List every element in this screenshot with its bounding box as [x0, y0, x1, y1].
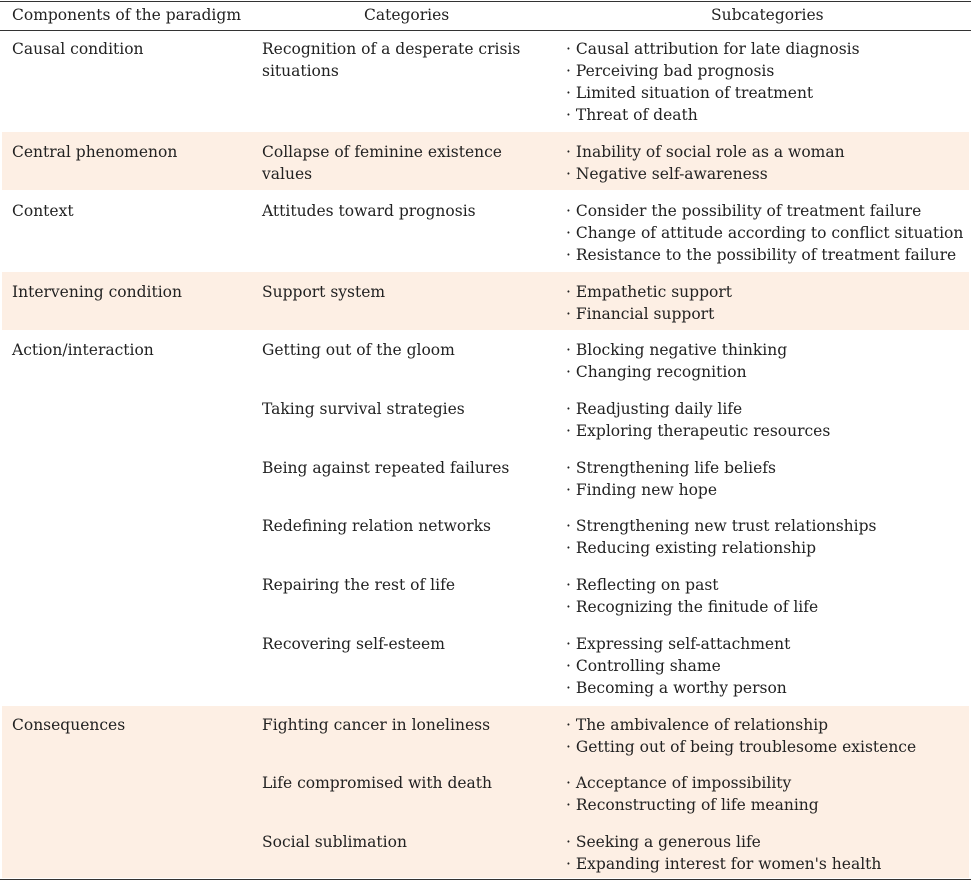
subcategory-list	[566, 339, 787, 383]
subcategory-item: · Recognizing the finitude of life	[566, 596, 818, 618]
subcategory-item: · Getting out of being troublesome existence	[566, 736, 916, 758]
subcategory-list	[566, 772, 819, 816]
subcategory-list	[566, 831, 881, 875]
category-label: Recognition of a desperate crisis situations	[262, 40, 521, 80]
subcategory-item: · Causal attribution for late diagnosis	[566, 38, 860, 60]
category-label: Life compromised with death	[262, 774, 493, 792]
subcategory-item: · The ambivalence of relationship	[566, 714, 916, 736]
subcategory-item: · Acceptance of impossibility	[566, 772, 819, 794]
header-subcategories: Subcategories	[711, 6, 824, 24]
category-label: Being against repeated failures	[262, 459, 510, 477]
category-label: Attitudes toward prognosis	[262, 202, 476, 220]
header-categories: Categories	[364, 6, 450, 24]
category-label: Fighting cancer in loneliness	[262, 716, 491, 734]
subcategory-list	[566, 38, 860, 126]
category-label: Repairing the rest of life	[262, 576, 455, 594]
category-label: Getting out of the gloom	[262, 341, 455, 359]
subcategory-item: · Exploring therapeutic resources	[566, 420, 830, 442]
category-label: Taking survival strategies	[262, 400, 465, 418]
subcategory-list	[566, 141, 845, 185]
subcategory-item: · Change of attitude according to conflict situation	[566, 222, 963, 244]
category-label: Redefining relation networks	[262, 517, 491, 535]
subcategory-item: · Threat of death	[566, 104, 860, 126]
component-label: Action/interaction	[12, 341, 154, 359]
header-components: Components of the paradigm	[12, 6, 242, 24]
category-label: Support system	[262, 283, 386, 301]
subcategory-list	[566, 398, 830, 442]
subcategory-item: · Expanding interest for women's health	[566, 853, 881, 875]
subcategory-item: · Reducing existing relationship	[566, 537, 876, 559]
category-label: Recovering self-esteem	[262, 635, 445, 653]
subcategory-list	[566, 633, 790, 699]
subcategory-list	[566, 574, 818, 618]
header-rule	[0, 30, 971, 31]
subcategory-list	[566, 714, 916, 758]
subcategory-item: · Financial support	[566, 303, 732, 325]
subcategory-item: · Blocking negative thinking	[566, 339, 787, 361]
subcategory-item: · Perceiving bad prognosis	[566, 60, 860, 82]
subcategory-list	[566, 457, 776, 501]
subcategory-item: · Strengthening new trust relationships	[566, 515, 876, 537]
subcategory-item: · Resistance to the possibility of treatment failure	[566, 244, 963, 266]
subcategory-list	[566, 281, 732, 325]
component-label: Consequences	[12, 716, 126, 734]
subcategory-item: · Consider the possibility of treatment failure	[566, 200, 963, 222]
subcategory-item: · Strengthening life beliefs	[566, 457, 776, 479]
subcategory-item: · Finding new hope	[566, 479, 776, 501]
subcategory-item: · Controlling shame	[566, 655, 790, 677]
bottom-rule	[0, 879, 971, 880]
component-label: Causal condition	[12, 40, 144, 58]
subcategory-list	[566, 200, 963, 266]
subcategory-item: · Negative self-awareness	[566, 163, 845, 185]
component-label: Intervening condition	[12, 283, 182, 301]
subcategory-item: · Expressing self-attachment	[566, 633, 790, 655]
subcategory-list	[566, 515, 876, 559]
subcategory-item: · Limited situation of treatment	[566, 82, 860, 104]
subcategory-item: · Seeking a generous life	[566, 831, 881, 853]
component-label: Context	[12, 202, 74, 220]
subcategory-item: · Readjusting daily life	[566, 398, 830, 420]
subcategory-item: · Empathetic support	[566, 281, 732, 303]
category-label: Social sublimation	[262, 833, 407, 851]
component-label: Central phenomenon	[12, 143, 178, 161]
category-label: Collapse of feminine existence values	[262, 143, 502, 183]
subcategory-item: · Reconstructing of life meaning	[566, 794, 819, 816]
subcategory-item: · Changing recognition	[566, 361, 787, 383]
subcategory-item: · Reflecting on past	[566, 574, 818, 596]
subcategory-item: · Becoming a worthy person	[566, 677, 790, 699]
subcategory-item: · Inability of social role as a woman	[566, 141, 845, 163]
